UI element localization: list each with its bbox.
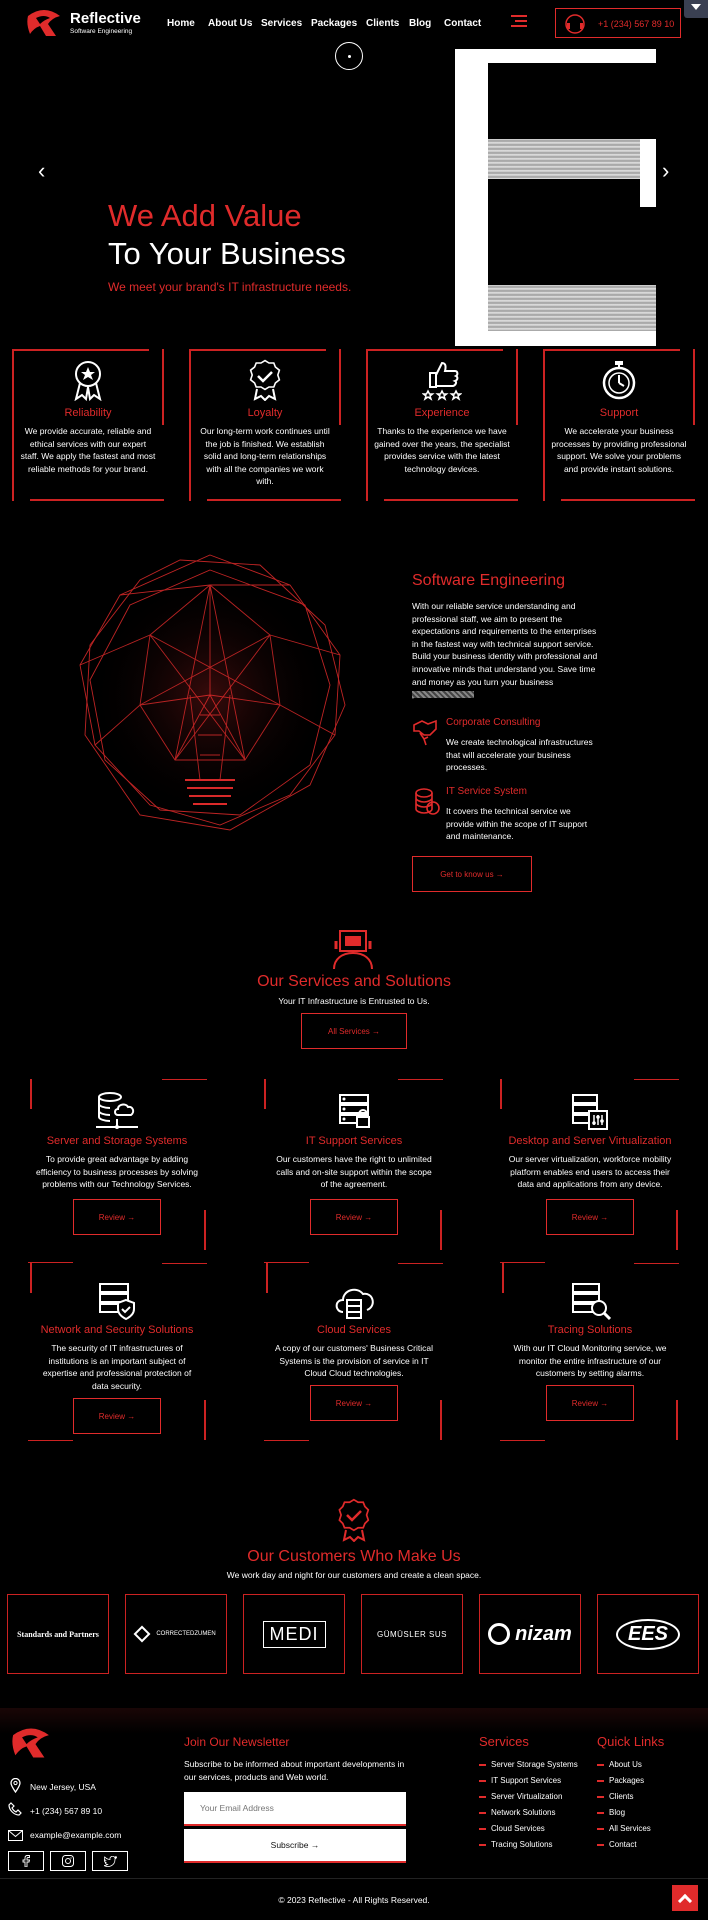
corporate-consulting-title: Corporate Consulting bbox=[446, 717, 541, 728]
it-service-text: It covers the technical service we provide within the scope of IT support and maintenance. bbox=[446, 806, 588, 842]
footer-link[interactable]: Server Virtualization bbox=[479, 1792, 562, 1801]
service-text: With our IT Cloud Monitoring service, we monitor the entire infrastructure of our customers by setting alarms. bbox=[513, 1343, 667, 1378]
nav-about[interactable]: About Us bbox=[208, 18, 253, 29]
nav-home[interactable]: Home bbox=[167, 18, 195, 29]
review-button[interactable]: Review → bbox=[73, 1199, 161, 1235]
review-button[interactable]: Review → bbox=[546, 1199, 634, 1235]
instagram-icon[interactable] bbox=[50, 1851, 86, 1871]
newsletter-text: Subscribe to be informed about important developments in our services, products and Web world. bbox=[184, 1759, 405, 1782]
service-text: To provide great advantage by adding efficiency to business processes by solving problems with our Technology Services. bbox=[36, 1154, 198, 1189]
service-title: Cloud Services bbox=[317, 1324, 391, 1336]
database-cloud-icon bbox=[96, 1091, 138, 1131]
services-title: Our Services and Solutions bbox=[257, 973, 451, 990]
site-header bbox=[0, 0, 708, 48]
customer-logo[interactable]: EES bbox=[597, 1594, 699, 1674]
nav-services[interactable]: Services bbox=[261, 18, 303, 29]
footer-divider bbox=[0, 1878, 708, 1879]
feature-title: Reliability bbox=[64, 407, 112, 419]
hero-subtitle: We meet your brand's IT infrastructure needs. bbox=[108, 280, 352, 294]
ribbon-award-icon bbox=[68, 359, 108, 401]
badge-check-icon bbox=[245, 359, 285, 401]
award-badge-icon bbox=[336, 1498, 372, 1542]
feature-text: Our long-term work continues until the job is finished. We establish solid and long-term relationships with all the companies we work with. bbox=[200, 426, 330, 486]
feature-text: We provide accurate, reliable and ethical services with our expert staff. We apply the fastest and most reliable methods for your brand. bbox=[20, 426, 156, 474]
headset-icon bbox=[564, 13, 586, 35]
phone-number: +1 (234) 567 89 10 bbox=[598, 19, 675, 29]
service-card bbox=[266, 1085, 442, 1265]
handshake-icon bbox=[412, 717, 438, 747]
cloud-server-icon bbox=[333, 1282, 375, 1322]
service-text: The security of IT infrastructures of institutions is an important subject of expertise and professional protection of data security. bbox=[42, 1343, 192, 1391]
thumbs-up-stars-icon bbox=[422, 359, 462, 401]
footer-link[interactable]: Cloud Services bbox=[479, 1824, 545, 1833]
quick-links-title: Quick Links bbox=[597, 1734, 665, 1749]
service-card bbox=[502, 1085, 678, 1265]
footer-link[interactable]: Clients bbox=[597, 1792, 633, 1801]
cursor-circle bbox=[335, 42, 363, 70]
customer-logo[interactable]: GÜMÜSLER SUS bbox=[361, 1594, 463, 1674]
services-links-title: Services bbox=[479, 1734, 529, 1749]
service-card bbox=[266, 1270, 442, 1450]
cube-logo-icon bbox=[134, 1626, 151, 1643]
customers-title: Our Customers Who Make Us bbox=[247, 1548, 461, 1565]
nav-blog[interactable]: Blog bbox=[409, 18, 432, 29]
nizam-mark-icon bbox=[488, 1623, 510, 1645]
scroll-top-button[interactable] bbox=[672, 1885, 698, 1911]
feature-title: Experience bbox=[414, 407, 470, 419]
review-button[interactable]: Review → bbox=[310, 1385, 398, 1421]
brand-name: Reflective bbox=[70, 10, 141, 27]
service-title: Desktop and Server Virtualization bbox=[508, 1135, 672, 1147]
hero-slider bbox=[0, 48, 708, 348]
hero-title-line1: We Add Value bbox=[108, 198, 302, 233]
nav-contact[interactable]: Contact bbox=[444, 18, 482, 29]
footer-link[interactable]: About Us bbox=[597, 1760, 642, 1769]
service-card bbox=[502, 1270, 678, 1450]
footer-link[interactable]: All Services bbox=[597, 1824, 651, 1833]
feature-title: Support bbox=[599, 407, 639, 419]
about-text: With our reliable service understanding and professional staff, we aim to present the expectations and requirements to the enterprises in the fastest way with technical support service. Build your business identity with professional and innovative minds that understand you. Save time and money as you turn your business bbox=[412, 601, 598, 687]
review-button[interactable]: Review → bbox=[546, 1385, 634, 1421]
service-title: Server and Storage Systems bbox=[46, 1135, 188, 1147]
newsletter-email-input[interactable] bbox=[184, 1792, 406, 1826]
feature-text: Thanks to the experience we have gained over the years, the specialist provides service with the latest technology devices. bbox=[374, 426, 510, 474]
nav-clients[interactable]: Clients bbox=[366, 18, 400, 29]
top-dropdown[interactable] bbox=[684, 0, 708, 18]
customer-logo[interactable]: nizam bbox=[479, 1594, 581, 1674]
stopwatch-icon bbox=[599, 359, 639, 401]
hero-title-line2: To Your Business bbox=[108, 236, 346, 271]
lightbulb-wireframe-illustration bbox=[60, 545, 360, 845]
slider-prev-button[interactable]: ‹ bbox=[38, 158, 46, 183]
hamburger-icon[interactable] bbox=[511, 15, 527, 27]
feature-title: Loyalty bbox=[247, 407, 283, 419]
brand-tagline: Software Engineering bbox=[70, 28, 133, 35]
feature-card-reliability bbox=[12, 349, 164, 501]
footer-link[interactable]: Network Solutions bbox=[479, 1808, 555, 1817]
facebook-icon[interactable] bbox=[8, 1851, 44, 1871]
subscribe-button[interactable]: Subscribe → bbox=[184, 1829, 406, 1863]
service-text: Our customers have the right to unlimited calls and on-site support within the scope of the agreement. bbox=[276, 1154, 432, 1189]
chevron-up-icon bbox=[678, 1893, 692, 1907]
server-lock-icon bbox=[333, 1093, 375, 1133]
services-subtitle: Your IT Infrastructure is Entrusted to Us. bbox=[278, 996, 430, 1006]
footer-link[interactable]: Contact bbox=[597, 1840, 637, 1849]
customer-logo[interactable]: Standards and Partners bbox=[7, 1594, 109, 1674]
slider-next-button[interactable]: › bbox=[662, 158, 670, 183]
service-title: Tracing Solutions bbox=[547, 1324, 633, 1336]
footer-link[interactable]: IT Support Services bbox=[479, 1776, 561, 1785]
customer-logo[interactable]: CORRECTEDZUMEN bbox=[125, 1594, 227, 1674]
footer-link[interactable]: Blog bbox=[597, 1808, 625, 1817]
coins-icon bbox=[412, 787, 440, 817]
brand-logo[interactable] bbox=[24, 6, 139, 40]
nav-packages[interactable]: Packages bbox=[311, 18, 358, 29]
phone-icon bbox=[8, 1802, 22, 1821]
site-footer bbox=[0, 1708, 708, 1920]
service-text: A copy of our customers' Business Critical Systems is the provision of service in IT Cloud Cloud technologies. bbox=[275, 1343, 433, 1378]
footer-location: New Jersey, USA bbox=[30, 1782, 96, 1792]
it-service-title: IT Service System bbox=[446, 786, 527, 797]
review-button[interactable]: Review → bbox=[73, 1398, 161, 1434]
server-search-icon bbox=[569, 1282, 611, 1322]
logo-mark-icon bbox=[24, 6, 64, 40]
corporate-consulting-text: We create technological infrastructures that will accelerate your business processes. bbox=[446, 737, 593, 773]
review-button[interactable]: Review → bbox=[310, 1199, 398, 1235]
hero-image bbox=[455, 49, 656, 346]
get-to-know-button[interactable]: Get to know us → bbox=[412, 856, 532, 892]
feature-card-support bbox=[543, 349, 695, 501]
chevron-down-icon bbox=[691, 4, 701, 10]
footer-email[interactable]: example@example.com bbox=[30, 1830, 122, 1840]
location-pin-icon bbox=[10, 1778, 21, 1793]
newsletter-title: Join Our Newsletter bbox=[184, 1735, 290, 1749]
footer-link[interactable]: Server Storage Systems bbox=[479, 1760, 578, 1769]
service-text: Our server virtualization, workforce mobility platform enables end users to access their data and applications from any device. bbox=[508, 1154, 672, 1189]
twitter-icon[interactable] bbox=[92, 1851, 128, 1871]
service-card bbox=[29, 1270, 205, 1450]
service-card bbox=[29, 1085, 205, 1265]
about-title: Software Engineering bbox=[412, 572, 565, 589]
footer-link[interactable]: Packages bbox=[597, 1776, 644, 1785]
server-shield-icon bbox=[96, 1282, 138, 1322]
mail-icon bbox=[8, 1828, 23, 1846]
feature-card-experience bbox=[366, 349, 518, 501]
service-title: IT Support Services bbox=[305, 1135, 403, 1147]
service-title: Network and Security Solutions bbox=[40, 1324, 194, 1336]
customers-subtitle: We work day and night for our customers and create a clean space. bbox=[226, 1570, 482, 1580]
footer-phone[interactable]: +1 (234) 567 89 10 bbox=[30, 1806, 103, 1816]
all-services-button[interactable]: All Services → bbox=[301, 1013, 407, 1049]
server-settings-icon bbox=[569, 1093, 611, 1133]
customer-logo[interactable]: MEDI bbox=[243, 1594, 345, 1674]
footer-logo-mark-icon bbox=[8, 1724, 54, 1762]
copyright: © 2023 Reflective - All Rights Reserved. bbox=[278, 1895, 430, 1905]
feature-card-loyalty bbox=[189, 349, 341, 501]
support-agent-icon bbox=[332, 927, 374, 971]
phone-button[interactable] bbox=[555, 8, 681, 38]
feature-text: We accelerate your business processes by providing professional support. We solve your problems and provide instant solutions. bbox=[551, 426, 687, 474]
footer-link[interactable]: Tracing Solutions bbox=[479, 1840, 553, 1849]
about-divider bbox=[412, 691, 474, 698]
